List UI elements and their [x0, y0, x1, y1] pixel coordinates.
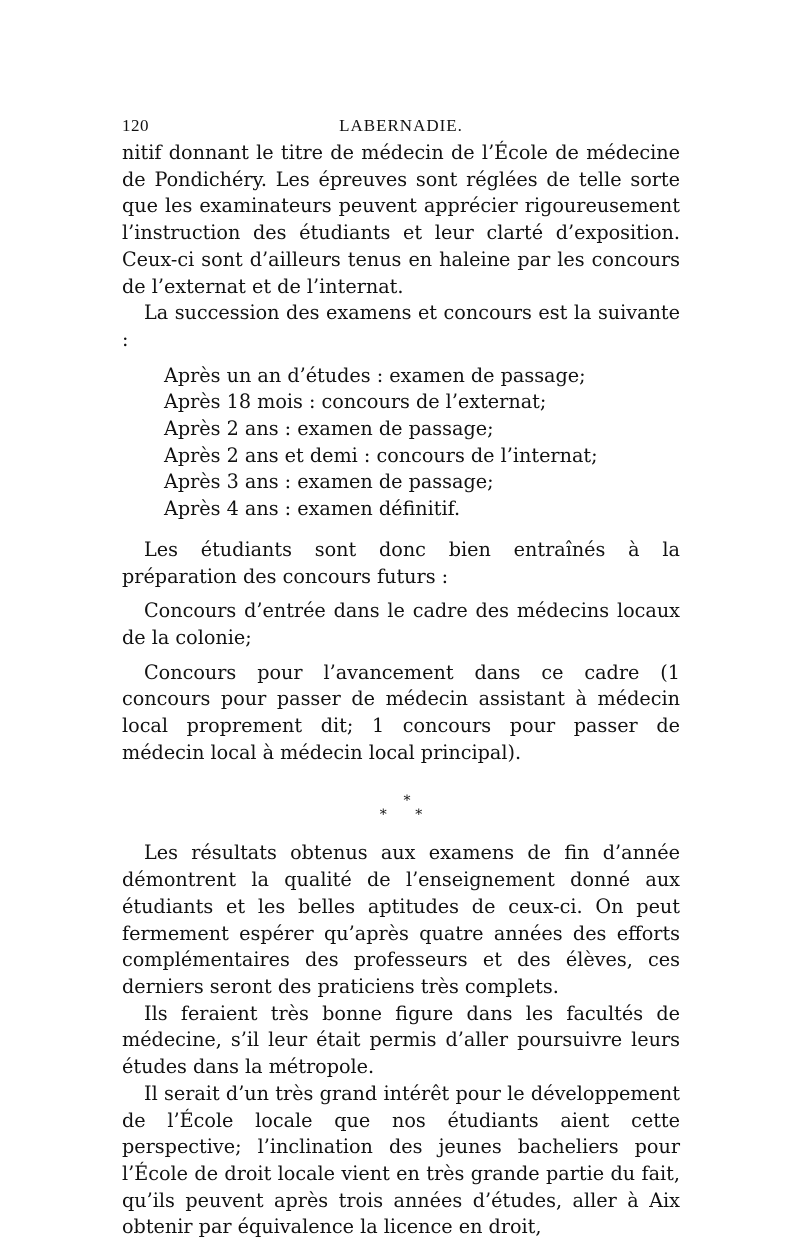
- list-item: Après 2 ans : examen de passage;: [164, 417, 494, 441]
- list-item: Après 2 ans et demi : concours de l’internat;: [164, 443, 598, 467]
- paragraph-faculties: Ils feraient très bonne figure dans les facultés de médecine, s’il leur était permis d’aller poursuivre leurs études dans la métropole.: [122, 1001, 680, 1079]
- paragraph-continuation: nitif donnant le titre de médecin de l’École de médecine de Pondichéry. Les épreuves sont réglées de telle sorte que les examinateurs peuvent apprécier rigoureusement l’instruction des étudiants et leur clarté d’exposition. Ceux-ci sont d’ailleurs tenus en haleine par les concours de l’externat et de l’internat.: [122, 141, 680, 298]
- list-item: Après 18 mois : concours de l’externat;: [164, 390, 547, 414]
- list-item: Après 3 ans : examen de passage;: [164, 470, 494, 494]
- paragraph-results: Les résultats obtenus aux examens de fin d’année démontrent la qualité de l’enseignement donné aux étudiants et les belles aptitudes de ceux-ci. On peut fermement espérer qu’après quatre années des efforts complémentaires des professeurs et des élèves, ces derniers seront des praticiens très complets.: [122, 841, 680, 998]
- paragraph-entry-exam: Concours d’entrée dans le cadre des médecins locaux de la colonie;: [122, 599, 680, 649]
- page-header: [122, 112, 680, 140]
- paragraph-interest: Il serait d’un très grand intérêt pour le développement de l’École locale que nos étudiants aient cette perspective; l’inclination des jeunes bacheliers pour l’École de droit locale vient en très grande partie du fait, qu’ils peuvent après trois années d’études, aller à Aix obtenir par équivalence la licence en droit,: [122, 1081, 680, 1239]
- asterism-top: *: [403, 793, 411, 810]
- paragraph-succession-intro: La succession des examens et concours est la suivante :: [122, 301, 680, 351]
- page: [122, 112, 680, 1241]
- list-item: Après un an d’études : examen de passage;: [164, 363, 586, 387]
- paragraph-promotion-exams: Concours pour l’avancement dans ce cadre (1 concours pour passer de médecin assistant à médecin local proprement dit; 1 concours pour passer de médecin local à médecin local principal).: [122, 660, 680, 764]
- asterism-bottom: * *: [379, 807, 435, 824]
- list-item: Après 4 ans : examen définitif.: [164, 497, 461, 521]
- running-title: LABERNADIE.: [339, 116, 463, 135]
- exam-schedule-list: [164, 363, 680, 523]
- page-number: 120: [122, 116, 149, 135]
- paragraph-training: Les étudiants sont donc bien entraînés à la préparation des concours futurs :: [122, 537, 680, 588]
- asterism-divider: [122, 794, 680, 822]
